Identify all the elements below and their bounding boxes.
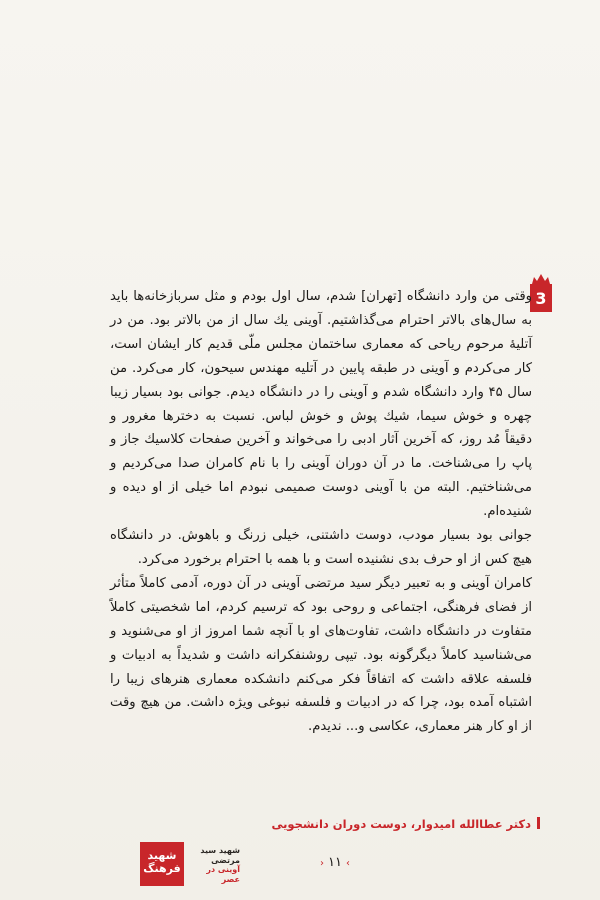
page-ornament-right-icon: ‹ bbox=[345, 858, 350, 869]
attribution-marker bbox=[537, 817, 540, 829]
paragraph-1: وقتی من وارد دانشگاه [تهران] شدم، سال اول بودم و مثل سربازخانه‌ها باید به سال‌های بالاتر احترام می‌گذاشتیم. آوینی یك سال از من بالاتر بود. من در آتلیهٔ مرحوم ریاحی که معماری ساختمان مجلس ملّی قدیم کار ایشان است، کار می‌کردم و آوینی در طبقه پایین در آتلیه مهندس سیحون، کار می‌کرد. من سال ۴۵ وارد دانشگاه شدم و آوینی را در دانشگاه دیدم. جوانی بود بسیار زیبا چهره و خوش سیما، شیك پوش و خوش لباس. نسبت به دخترها مغرور و دقیقاً مُد روز، که آخرین آثار ادبی را می‌خواند و آخرین صفحات کلاسیك جاز و پاپ را می‌شناخت. ما در آن دوران آوینی را با نام کامران صدا می‌کردیم و می‌شناختیم. البته من با آوینی دوست صمیمی نبودم اما خیلی از او دیده و شنیده‌ام. bbox=[110, 289, 532, 520]
paragraph-3: کامران آوینی و به تعبیر دیگر سید مرتضی آوینی در آن دوره، آدمی کاملاً متأثر از فضای فرهنگی، اجتماعی و روحی بود که ترسیم کردم، اما شخصیتی کاملاً متفاوت در دانشگاه داشت، تفاوت‌های او با آنچه شما امروز از او می‌شنوید و می‌شناسید کاملاً دیگرگونه بود. تیپی روشنفکرانه داشت و شدیداً به ادبیات و فلسفه علاقه داشت که اتفاقاً فکر می‌کنم دانشکده معماری هنرهای زیبا را اشتباه آمده بود، چرا که در ادبیات و فلسفه نبوغی ویژه داشت. من هیچ وقت از او کار هنر معماری، عکاسی و... ندیدم. bbox=[110, 575, 532, 735]
book-logo bbox=[140, 842, 240, 888]
logo-mark-line-2: فرهنگ bbox=[143, 862, 181, 875]
attribution bbox=[150, 817, 540, 831]
logo-word-2: مرتضی bbox=[211, 855, 240, 865]
logo-word-4: عصر bbox=[221, 874, 240, 884]
ornament-icon bbox=[531, 274, 551, 284]
logo-mark-line-1: شهید bbox=[147, 849, 177, 862]
attribution-text: دکتر عطاالله امیدوار، دوست دوران دانشجویی bbox=[271, 817, 531, 831]
page-ornament-left-icon: › bbox=[320, 858, 325, 869]
logo-wordmark bbox=[188, 846, 240, 884]
body-text bbox=[110, 285, 532, 739]
chapter-number: 3 bbox=[530, 284, 552, 312]
page-number-value: ۱۱ bbox=[328, 855, 342, 870]
logo-mark bbox=[140, 842, 184, 886]
page-number bbox=[305, 855, 365, 870]
paragraph-2: جوانی بود بسیار مودب، دوست داشتنی، خیلی زرنگ و باهوش. در دانشگاه هیچ کس از او حرف بدی نشنیده است و با همه با احترام برخورد می‌کرد. bbox=[110, 528, 532, 567]
logo-word-3: آوینی در bbox=[206, 865, 240, 874]
logo-word-1: شهید سید bbox=[200, 846, 240, 855]
